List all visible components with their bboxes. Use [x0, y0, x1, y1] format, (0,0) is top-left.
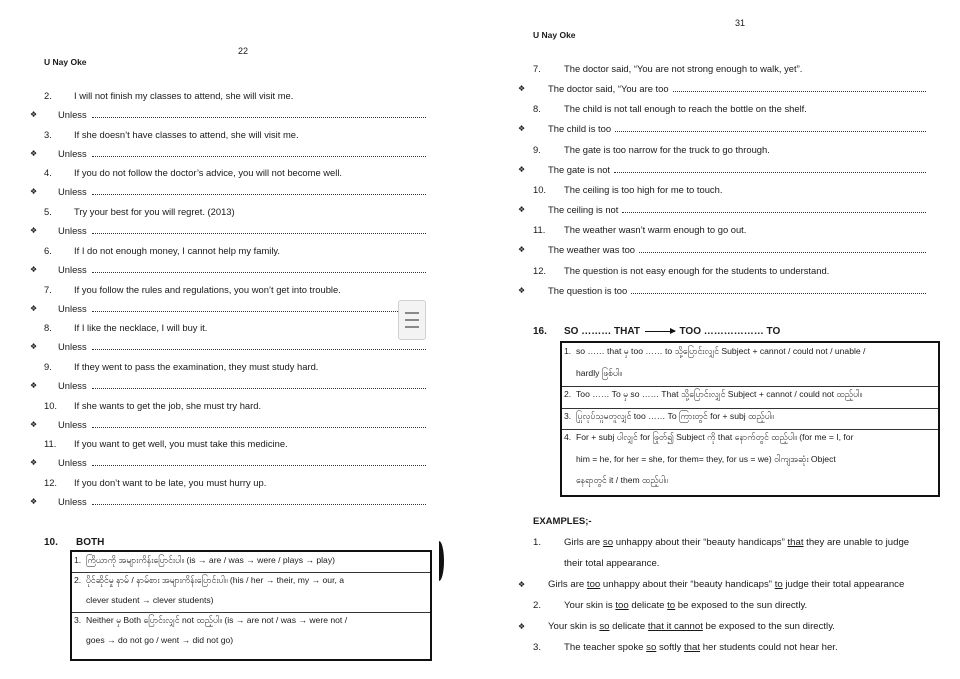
example-fragment: be exposed to the sun directly. — [675, 600, 808, 611]
diamond-bullet-icon: ❖ — [518, 245, 526, 255]
answer-blank — [92, 110, 426, 118]
rule-line — [72, 575, 430, 595]
rule-line — [562, 432, 938, 454]
rule-line — [72, 615, 430, 635]
menu-icon[interactable] — [398, 300, 426, 340]
rule-number: 1. — [74, 555, 82, 565]
exercise-question — [533, 144, 953, 156]
diamond-bullet-icon: ❖ — [30, 187, 38, 197]
answer-line — [30, 419, 430, 431]
exercise-question — [44, 129, 464, 141]
rule-text: For + subj ပါလျှင် for ဖြုတ်၍ Subject ကို that နောက်တွင် ထည့်ပါ။ (for me = I, for — [576, 432, 854, 442]
answer-prompt: Unless — [58, 457, 87, 469]
diamond-bullet-icon: ❖ — [518, 204, 526, 214]
exercise-question — [44, 245, 464, 257]
question-text: If she wants to get the job, she must try hard. — [74, 399, 262, 411]
answer-line — [30, 341, 430, 353]
diamond-bullet-icon: ❖ — [518, 622, 526, 631]
example-fragment: delicate — [609, 621, 648, 632]
too-to-label: TOO ……………… TO — [679, 326, 781, 337]
example-text — [564, 642, 838, 654]
answer-line — [30, 264, 430, 276]
rule-number: 4. — [564, 432, 572, 442]
example-fragment: her students could not hear her. — [700, 642, 838, 653]
rule-line — [562, 454, 938, 476]
question-text: The question is not easy enough for the students to understand. — [564, 264, 830, 276]
exercise-question — [44, 438, 464, 450]
answer-blank — [92, 187, 426, 195]
rule-text: ပြုလုပ်သူမတူလျှင် too …… To ကြားတွင် for + subj ထည့်ပါ။ — [576, 410, 774, 421]
example-text — [548, 579, 904, 591]
arrow-icon — [645, 331, 675, 332]
diamond-bullet-icon: ❖ — [30, 419, 38, 429]
rule-number: 3. — [74, 615, 82, 625]
examples-heading: EXAMPLES;- — [533, 516, 592, 527]
question-text: If you don’t want to be late, you must hurry up. — [74, 477, 267, 488]
rule-text: so …… that မှ too …… to သို့ပြောင်းလျှင် Subject + cannot / could not / unable / — [576, 346, 866, 356]
question-text: If she doesn’t have classes to attend, she will visit me. — [74, 128, 299, 140]
exercise-question — [533, 184, 953, 196]
answer-blank — [92, 381, 426, 389]
answer-blank — [631, 286, 926, 294]
question-text: If you follow the rules and regulations, you won’t get into trouble. — [74, 283, 341, 295]
rule-text: နေရာတွင် it / them ထည့်ပါ။ — [576, 475, 668, 485]
diamond-bullet-icon: ❖ — [30, 148, 38, 158]
example-line — [518, 621, 958, 633]
answer-prompt: Unless — [58, 263, 87, 275]
question-number: 6. — [44, 244, 52, 256]
example-fragment: Your skin is — [564, 600, 616, 611]
answer-line — [30, 148, 430, 160]
question-text: Try your best for you will regret. (2013) — [74, 206, 235, 218]
rule-line — [72, 635, 430, 655]
question-number: 8. — [44, 322, 52, 334]
example-fragment: unhappy about their “beauty handicaps” — [600, 579, 775, 590]
rule-number: 1. — [564, 346, 572, 356]
question-text: The doctor said, “You are not strong enough to walk, yet”. — [564, 63, 803, 74]
example-text — [548, 621, 835, 633]
question-number: 12. — [44, 477, 58, 488]
underlined-keyword: too — [586, 579, 601, 590]
rule-text: him = he, for her = she, for them= they, for us = we) ဝါကျအဆုံး Object — [576, 453, 836, 464]
diamond-bullet-icon: ❖ — [518, 580, 526, 589]
example-text — [564, 537, 909, 549]
answer-line — [30, 303, 430, 315]
diamond-bullet-icon: ❖ — [30, 303, 38, 313]
underlined-keyword: so — [602, 537, 614, 548]
answer-prompt: The ceiling is not — [548, 203, 619, 215]
example-fragment: Your skin is — [548, 621, 600, 632]
example-fragment: The teacher spoke — [564, 642, 647, 653]
underlined-keyword: that — [684, 642, 701, 653]
rule-number: 2. — [564, 389, 572, 399]
question-number: 9. — [533, 143, 541, 155]
example-fragment: softly — [656, 642, 685, 653]
question-text: The child is not tall enough to reach the bottle on the shelf. — [564, 103, 807, 115]
example-line — [518, 579, 958, 591]
answer-line — [518, 164, 938, 176]
answer-prompt: Unless — [58, 379, 87, 391]
answer-blank — [92, 458, 426, 466]
question-text: If I like the necklace, I will buy it. — [74, 322, 208, 334]
exercise-question — [44, 361, 464, 373]
section-16-title — [564, 326, 780, 337]
rule-line — [562, 475, 938, 497]
answer-line — [30, 186, 430, 198]
question-number: 7. — [44, 283, 52, 295]
diamond-bullet-icon: ❖ — [30, 110, 38, 119]
question-number: 8. — [533, 103, 541, 115]
answer-blank — [92, 149, 426, 157]
diamond-bullet-icon: ❖ — [518, 84, 526, 93]
answer-line — [518, 83, 938, 95]
answer-line — [30, 457, 430, 469]
answer-prompt: Unless — [58, 147, 87, 159]
answer-blank — [92, 342, 426, 350]
diamond-bullet-icon: ❖ — [30, 497, 38, 506]
answer-prompt: The question is too — [548, 284, 628, 296]
answer-line — [30, 496, 430, 508]
question-number: 12. — [533, 264, 547, 276]
exercise-question — [533, 63, 953, 75]
exercise-question — [533, 265, 953, 277]
answer-prompt: Unless — [58, 418, 87, 430]
answer-prompt: Unless — [58, 186, 87, 198]
question-number: 4. — [44, 167, 52, 179]
answer-prompt: The weather was too — [548, 244, 636, 256]
question-text: If you want to get well, you must take this medicine. — [74, 438, 288, 450]
answer-line — [30, 109, 430, 121]
answer-line — [518, 244, 938, 256]
example-text — [564, 558, 659, 570]
answer-line — [30, 225, 430, 237]
answer-prompt: The doctor said, “You are too — [548, 83, 669, 94]
rule-separator — [562, 386, 938, 387]
answer-blank — [615, 124, 926, 132]
question-text: If they went to pass the examination, they must study hard. — [74, 360, 319, 372]
question-number: 11. — [533, 224, 546, 236]
question-number: 9. — [44, 360, 52, 372]
example-fragment: Girls are — [548, 579, 587, 590]
example-fragment: Girls are — [564, 537, 603, 548]
so-that-rules-box — [560, 341, 940, 497]
underlined-keyword: so — [646, 642, 657, 653]
rule-separator — [72, 612, 430, 613]
question-number: 11. — [44, 438, 57, 450]
exercise-question — [44, 284, 464, 296]
example-fragment: unhappy about their “beauty handicaps” — [613, 537, 788, 548]
so-that-label: SO ……… THAT — [564, 326, 640, 337]
author-name: U Nay Oke — [533, 30, 576, 40]
left-page — [0, 0, 478, 679]
answer-blank — [622, 205, 926, 213]
question-number: 10. — [533, 183, 547, 195]
underlined-keyword: that it cannot — [647, 621, 703, 632]
both-section-number: 10. — [44, 537, 58, 548]
exercise-question — [44, 206, 464, 218]
box-edge-mark — [434, 541, 444, 581]
diamond-bullet-icon: ❖ — [518, 285, 526, 295]
example-text — [564, 600, 807, 612]
question-text: The ceiling is too high for me to touch. — [564, 183, 723, 195]
rule-text: ကြိယာကို အများကိန်းပြောင်းပါ။ (is → are / was → were / plays → play) — [86, 555, 335, 565]
diamond-bullet-icon: ❖ — [30, 226, 38, 236]
question-number: 3. — [44, 128, 52, 140]
question-number: 10. — [44, 399, 58, 411]
underlined-keyword: to — [774, 579, 783, 590]
rule-text: clever student → clever students) — [86, 595, 214, 605]
answer-blank — [92, 265, 426, 273]
underlined-keyword: to — [667, 600, 676, 611]
answer-blank — [639, 245, 926, 253]
example-line — [533, 642, 960, 654]
example-fragment: their total appearance. — [564, 558, 660, 569]
rule-separator — [562, 408, 938, 409]
rule-text: ပိုင်ဆိုင်မှု နာမ် / နာမ်စား အများကိန်းပြောင်းပါ။ (his / her → their, my → our, a — [86, 575, 345, 585]
diamond-bullet-icon: ❖ — [30, 342, 38, 352]
answer-blank — [614, 165, 926, 173]
example-fragment: judge their total appearance — [782, 579, 905, 590]
answer-prompt: Unless — [58, 109, 87, 120]
exercise-question — [44, 400, 464, 412]
example-line — [533, 558, 960, 570]
rule-text: goes → do not go / went → did not go) — [86, 635, 234, 645]
underlined-keyword: too — [615, 600, 629, 611]
question-text: If you do not follow the doctor’s advice, you will not become well. — [74, 167, 343, 179]
answer-prompt: The child is too — [548, 123, 612, 135]
page-number: 31 — [735, 18, 746, 28]
diamond-bullet-icon: ❖ — [30, 458, 38, 468]
question-text: If I do not enough money, I cannot help my family. — [74, 244, 281, 256]
answer-prompt: Unless — [58, 341, 87, 353]
underlined-keyword: that — [787, 537, 804, 548]
author-name: U Nay Oke — [44, 57, 87, 67]
question-text: I will not finish my classes to attend, she will visit me. — [74, 90, 294, 101]
question-text: The gate is too narrow for the truck to go through. — [564, 143, 770, 155]
question-number: 2. — [44, 90, 52, 101]
page-number: 22 — [238, 46, 249, 56]
exercise-question — [44, 90, 464, 102]
answer-blank — [92, 497, 426, 505]
example-fragment: delicate — [628, 600, 668, 611]
diamond-bullet-icon: ❖ — [30, 264, 38, 274]
example-number: 2. — [533, 600, 542, 611]
rule-text: Too …… To မှ so …… That သို့ပြောင်းလျှင် Subject + cannot / could not ထည့်ပါ။ — [576, 389, 863, 399]
example-line — [533, 600, 960, 612]
diamond-bullet-icon: ❖ — [518, 124, 526, 134]
exercise-question — [44, 167, 464, 179]
right-page — [478, 0, 960, 679]
answer-blank — [92, 226, 426, 234]
rule-number: 2. — [74, 575, 82, 585]
question-number: 5. — [44, 206, 52, 218]
answer-blank — [673, 84, 926, 92]
diamond-bullet-icon: ❖ — [518, 164, 526, 174]
question-text: The weather wasn’t warm enough to go out. — [564, 224, 747, 236]
example-fragment: be exposed to the sun directly. — [702, 621, 835, 632]
rule-text: Neither မှ Both ပြောင်းလျှင် not ထည့်ပါ။ (is → are not / was → were not / — [86, 615, 348, 625]
question-number: 7. — [533, 63, 541, 74]
answer-line — [518, 123, 938, 135]
example-number: 3. — [533, 642, 542, 653]
rule-separator — [562, 429, 938, 430]
example-number: 1. — [533, 537, 542, 548]
rule-number: 3. — [564, 410, 572, 421]
answer-line — [30, 380, 430, 392]
rule-line — [562, 346, 938, 368]
example-fragment: they are unable to judge — [803, 537, 910, 548]
example-line — [533, 537, 960, 549]
rule-text: hardly ဖြစ်ပါ။ — [576, 367, 622, 378]
answer-blank — [92, 420, 426, 428]
underlined-keyword: so — [599, 621, 610, 632]
both-section-title: BOTH — [76, 537, 105, 548]
rule-separator — [72, 572, 430, 573]
diamond-bullet-icon: ❖ — [30, 380, 38, 390]
answer-line — [518, 285, 938, 297]
exercise-question — [533, 224, 953, 236]
answer-prompt: Unless — [58, 302, 87, 314]
both-rules-box — [70, 550, 432, 661]
answer-blank — [92, 304, 426, 312]
exercise-question — [533, 103, 953, 115]
exercise-question — [44, 477, 464, 489]
section-16-number: 16. — [533, 326, 547, 337]
answer-line — [518, 204, 938, 216]
answer-prompt: The gate is not — [548, 163, 611, 175]
answer-prompt: Unless — [58, 496, 87, 507]
answer-prompt: Unless — [58, 225, 87, 237]
